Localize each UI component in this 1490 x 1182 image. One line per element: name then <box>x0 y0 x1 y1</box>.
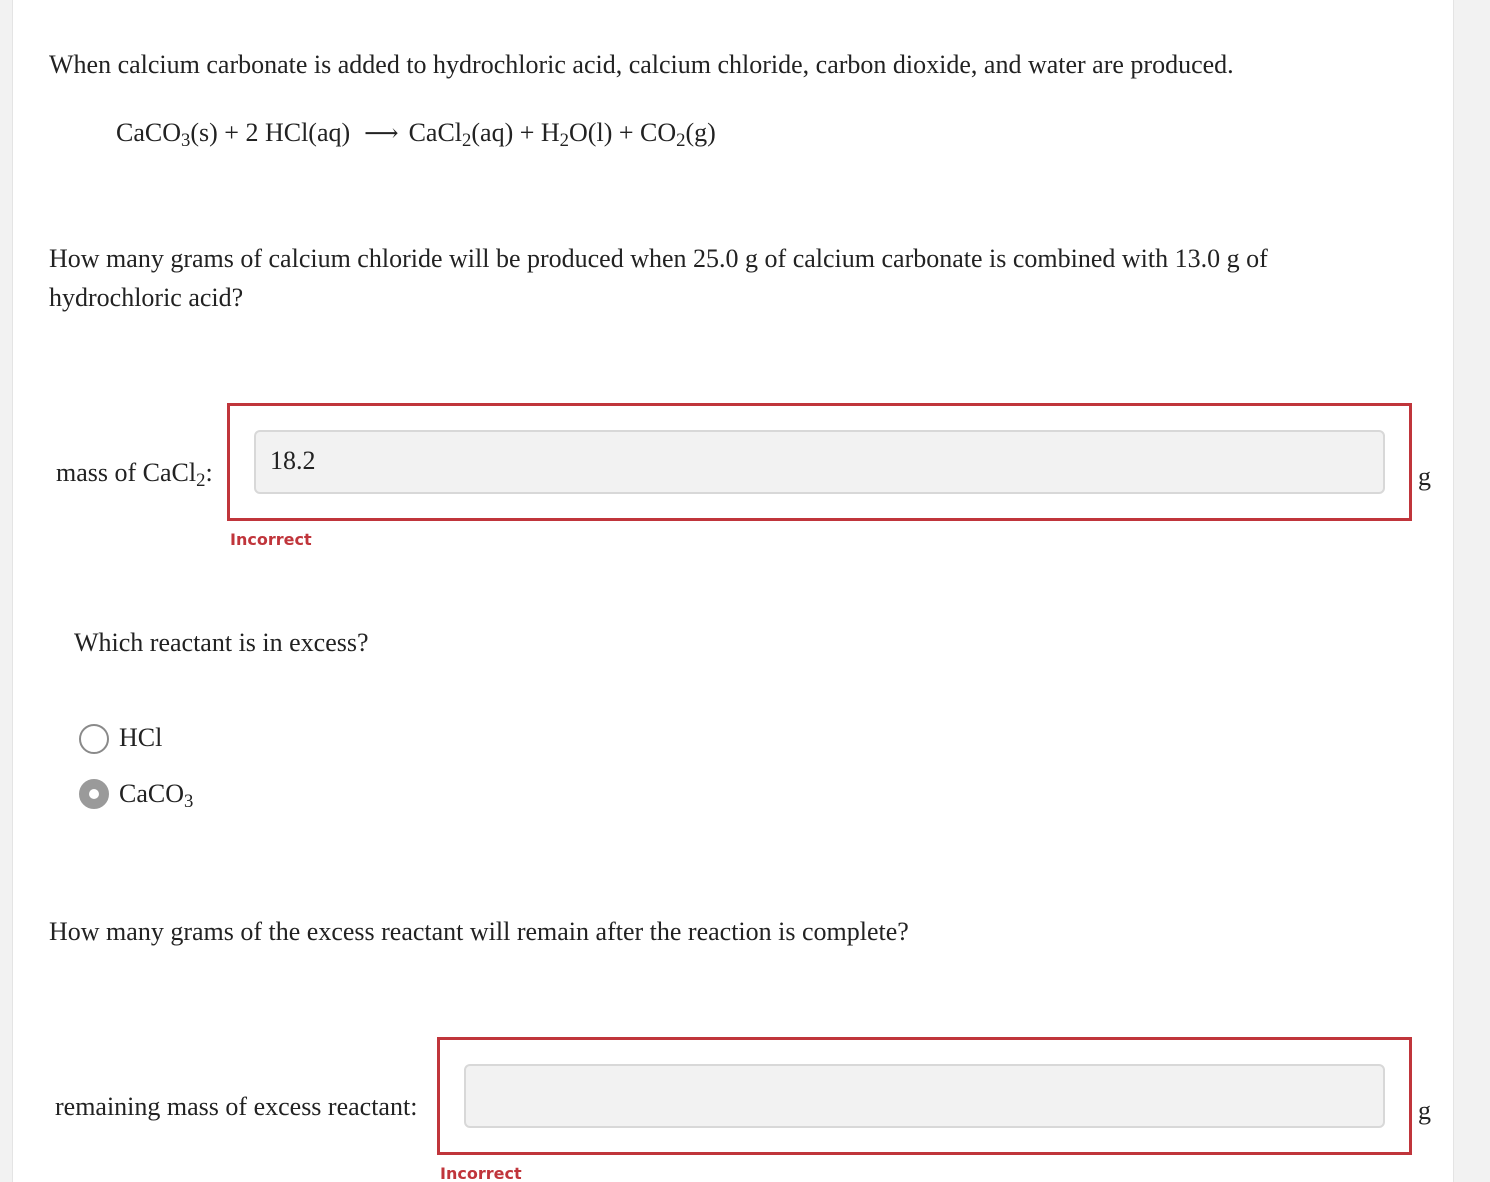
question-panel <box>12 0 1454 1182</box>
question-1-line-1: How many grams of calcium chloride will be produced when 25.0 g of calcium carbonate is combined with 13.0 g of <box>49 244 1268 273</box>
unit-grams-1: g <box>1418 462 1431 491</box>
feedback-incorrect-1: Incorrect <box>230 530 312 549</box>
unit-grams-2: g <box>1418 1096 1431 1125</box>
intro-text: When calcium carbonate is added to hydrochloric acid, calcium chloride, carbon dioxide, and water are produced. <box>49 50 1234 79</box>
mass-cacl2-label: mass of CaCl$_2$: <box>56 458 213 492</box>
reactant-caco3: CaCO <box>116 118 181 147</box>
reaction-arrow-icon: ⟶ <box>364 121 399 147</box>
option-caco3-label[interactable]: CaCO$_3$ <box>119 779 194 813</box>
option-hcl-label[interactable]: HCl <box>119 723 163 752</box>
feedback-incorrect-2: Incorrect <box>440 1164 522 1182</box>
product-cacl2: CaCl <box>408 118 463 147</box>
question-1-line-2: hydrochloric acid? <box>49 283 244 312</box>
remaining-mass-input[interactable] <box>464 1064 1385 1128</box>
reactant-state-hcl: (s) + 2 HCl(aq) <box>190 118 351 147</box>
radio-caco3[interactable] <box>79 779 109 809</box>
product-water-co2: O(l) + CO <box>569 118 677 147</box>
radio-hcl[interactable] <box>79 724 109 754</box>
remaining-mass-label: remaining mass of excess reactant: <box>55 1092 418 1121</box>
chemical-equation: CaCO$_3$(s) + 2 HCl(aq) ⟶ CaCl$_2$(aq) + $H_2O(l) + CO_2(g)$ <box>116 118 716 152</box>
question-3-prompt: How many grams of the excess reactant will remain after the reaction is complete? <box>49 917 909 946</box>
mass-cacl2-input[interactable]: 18.2 <box>254 430 1385 494</box>
question-2-prompt: Which reactant is in excess? <box>74 628 369 657</box>
